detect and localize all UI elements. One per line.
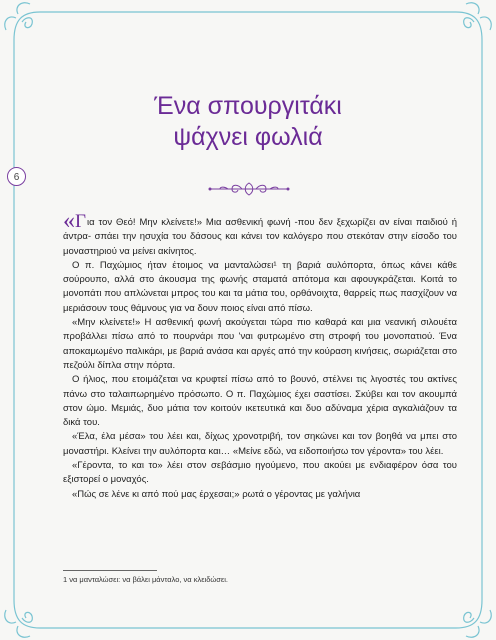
corner-bottom-right [456, 600, 482, 628]
footnote: 1 να μανταλώσει: να βάλει μάνταλο, να κλειδώσει. [63, 575, 228, 584]
corner-bottom-left [14, 600, 40, 628]
corner-top-right [456, 12, 482, 40]
paragraph-7: «Πώς σε λένε κι από πού μας έρχεσαι;» ρωτά ο γέροντας με γαλήνια [72, 488, 361, 500]
page-number: 6 [7, 167, 26, 186]
drop-cap: Γ [75, 211, 86, 232]
paragraph-6: «Γέροντα, το και το» λέει στον σεβάσμιο ηγούμενο, που ακούει με ενδιαφέρον όσα του εξιστορεί ο μοναχός. [63, 460, 457, 486]
paragraph-4: Ο ήλιος, που ετοιμάζεται να κρυφτεί πίσω από το βουνό, στέλνει τις λιγοστές του ακτίνες πάνω στο ταλαιπωρημένο πρόσωπο. Ο π. Παχώμιος έχει σαστίσει. Σκύβει και τον ακουμπά στον ώμο. Μεμιάς, δυο μάτια τον κοιτούν ικετευτικά και δυο αδύναμα χέρια αγκαλιάζουν τα δικά του. [63, 374, 457, 429]
opening-quote-mark: « [63, 208, 75, 234]
title-ornament [206, 182, 292, 196]
paragraph-1 [63, 208, 457, 259]
story-text [63, 208, 457, 502]
paragraph-1-text: ια τον Θεό! Μην κλείνετε!» Μια ασθενική φωνή -που δεν ξεχωρίζει αν είναι παιδιού ή άντρα- σπάει την ησυχία του δάσους και κάνει τον καλόγερο που στεκόταν στην είσοδο του μοναστηριού να μείνει ακίνητος. [63, 217, 457, 257]
footnote-divider [63, 570, 157, 571]
paragraph-2: Ο π. Παχώμιος ήταν έτοιμος να μανταλώσει¹ τη βαριά αυλόπορτα, όπως κάνει κάθε σούρουπο, αλλά στο άκουσμα της φωνής σταματά απότομα και αφουγκράζεται. Κοιτά το μονοπάτι που απλώνεται μπρος του και τα μάτια του, ορθάνοιχτα, θαρρείς πως πασχίζουν να μεριάσουν τους θάμνους για να δουν ποιος είναι από πίσω. [63, 259, 457, 314]
chapter-title-line-2: ψάχνει φωλιά [173, 123, 323, 151]
chapter-title-line-1: Ένα σπουργιτάκι [154, 92, 342, 120]
paragraph-5: «Έλα, έλα μέσα» του λέει και, δίχως χρονοτριβή, τον σηκώνει και τον βοηθά να μπει στο μοναστήρι. Κλείνει την αυλόπορτα και… «Μείνε εδώ, να ειδοποιήσω τον γέροντα» του λέει. [63, 431, 457, 457]
corner-top-left [14, 12, 40, 40]
paragraph-3: «Μην κλείνετε!» Η ασθενική φωνή ακούγεται τώρα πιο καθαρά και μια νεανική σιλουέτα προβάλλει πίσω από το πουρνάρι που 'ναι φυτρωμένο στη στροφή του μονοπατιού. Ένα αποκαμωμένο παλικάρι, με βαριά ανάσα και αργές από την κούραση κινήσεις, σωριάζεται στο πεζούλι δίπλα στην πόρτα. [63, 317, 457, 371]
